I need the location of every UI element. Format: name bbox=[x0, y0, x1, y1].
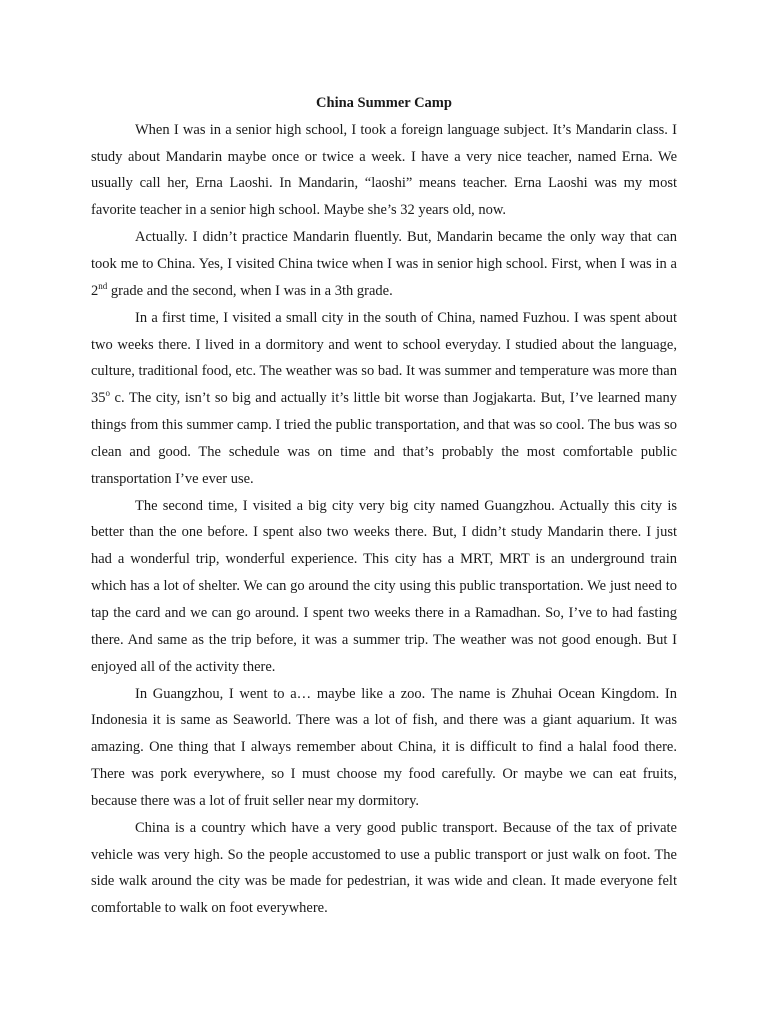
paragraph-1: When I was in a senior high school, I took a foreign language subject. It’s Mandarin class. I study about Mandarin maybe once or twice a week. I have a very nice teacher, named Erna. We usually call her, Erna Laoshi. In Mandarin, “laoshi” means teacher. Erna Laoshi was my most favorite teacher in a senior high school. Maybe she’s 32 years old, now. bbox=[91, 121, 677, 219]
document-page bbox=[91, 90, 677, 922]
ordinal-suffix: nd bbox=[98, 281, 108, 292]
paragraph-3-text-b: c. The city, isn’t so big and actually it’s little bit worse than Jogjakarta. But, I’ve learned many things from this summer camp. I tried the public transportation, and that was so cool. The bus was so clean and good. The schedule was on time and that’s probably the most comfortable public transportation I’ve ever use. bbox=[91, 390, 677, 487]
paragraph-4: The second time, I visited a big city very big city named Guangzhou. Actually this city is better than the one before. I spent also two weeks there. But, I didn’t study Mandarin there. I just had a wonderful trip, wonderful experience. This city has a MRT, MRT is an underground train which has a lot of shelter. We can go around the city using this public transportation. We just need to tap the card and we can go around. I spent two weeks there in a Ramadhan. So, I’ve to had fasting there. And same as the trip before, it was a summer trip. The weather was not good enough. But I enjoyed all of the activity there. bbox=[91, 497, 677, 675]
document-title: China Summer Camp bbox=[316, 95, 452, 111]
degree-symbol: o bbox=[105, 388, 110, 399]
paragraph-5: In Guangzhou, I went to a… maybe like a zoo. The name is Zhuhai Ocean Kingdom. In Indonesia it is same as Seaworld. There was a lot of fish, and there was a giant aquarium. It was amazing. One thing that I always remember about China, it is difficult to find a halal food there. There was pork everywhere, so I must choose my food carefully. Or maybe we can eat fruits, because there was a lot of fruit seller near my dormitory. bbox=[91, 685, 677, 809]
paragraph-6: China is a country which have a very good public transport. Because of the tax of private vehicle was very high. So the people accustomed to use a public transport or just walk on foot. The side walk around the city was be made for pedestrian, it was wide and clean. It made everyone felt comfortable to walk on foot everywhere. bbox=[91, 819, 677, 917]
paragraph-3 bbox=[91, 305, 677, 493]
paragraph-2-text-a: Actually. I didn’t practice Mandarin fluently. But, Mandarin became the only way that can took me to China. Yes, I visited China twice when I was in senior high school. First, when I was in a 2 bbox=[91, 229, 677, 299]
paragraph-2 bbox=[91, 224, 677, 305]
paragraph-3-text-a: In a first time, I visited a small city in the south of China, named Fuzhou. I was spent about two weeks there. I lived in a dormitory and went to school everyday. I studied about the language, culture, traditional food, etc. The weather was so bad. It was summer and temperature was more than 35 bbox=[91, 309, 677, 407]
paragraph-2-text-b: grade and the second, when I was in a 3th grade. bbox=[107, 282, 393, 299]
